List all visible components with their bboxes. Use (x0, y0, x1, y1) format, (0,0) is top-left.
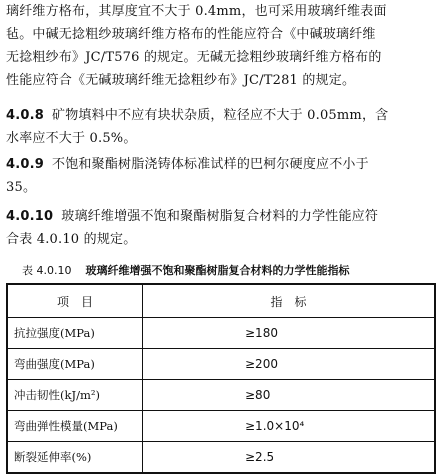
table-row (7, 380, 435, 411)
table-row (7, 349, 435, 380)
property-value: ≥2.5 (143, 442, 436, 474)
property-value: ≥180 (143, 318, 436, 349)
text-line: 毡。中碱无捻粗纱玻璃纤维方格布的性能应符合《中碱玻璃纤维 (6, 27, 376, 42)
property-value: ≥80 (143, 380, 436, 411)
text-line: 无捻粗纱布》JC/T576 的规定。无碱无捻粗纱玻璃纤维方格布的 (6, 50, 382, 65)
clause-number: 4.0.9 (6, 157, 45, 172)
text-line: 水率应不大于 0.5%。 (6, 131, 137, 146)
header-item: 项 目 (7, 284, 143, 318)
text-line: 不饱和聚酯树脂浇铸体标准试样的巴柯尔硬度应不小于 (52, 157, 369, 172)
property-value: ≥1.0×10⁴ (143, 411, 436, 442)
text-line: 性能应符合《无碱玻璃纤维无捻粗纱布》JC/T281 的规定。 (6, 73, 356, 88)
table-row (7, 442, 435, 474)
paragraph-4-0-7-continued (6, 0, 436, 92)
text-line: 璃纤维方格布，其厚度宜不大于 0.4mm，也可采用玻璃纤维表面 (6, 4, 387, 19)
property-name: 抗拉强度(MPa) (7, 318, 143, 349)
text-line: 玻璃纤维增强不饱和聚酯树脂复合材料的力学性能应符 (61, 209, 379, 224)
mechanical-properties-table (6, 283, 436, 474)
table-number: 表 4.0.10 (22, 264, 72, 277)
table-row (7, 411, 435, 442)
property-name: 冲击韧性(kJ/m²) (7, 380, 143, 411)
text-line: 合表 4.0.10 的规定。 (6, 232, 137, 247)
clause-number: 4.0.8 (6, 108, 45, 123)
property-value: ≥200 (143, 349, 436, 380)
table-title: 玻璃纤维增强不饱和聚酯树脂复合材料的力学性能指标 (85, 264, 350, 277)
table-header-row (7, 284, 435, 318)
paragraph-4-0-8 (6, 104, 436, 150)
property-name: 弯曲强度(MPa) (7, 349, 143, 380)
property-name: 断裂延伸率(%) (7, 442, 143, 474)
property-name: 弯曲弹性模量(MPa) (7, 411, 143, 442)
header-index: 指 标 (143, 284, 436, 318)
text-line: 矿物填料中不应有块状杂质，粒径应不大于 0.05mm，含 (52, 108, 389, 123)
table-caption (22, 262, 432, 278)
text-line: 35。 (6, 180, 37, 195)
table-row (7, 318, 435, 349)
clause-number: 4.0.10 (6, 209, 54, 224)
paragraph-4-0-10 (6, 205, 436, 251)
paragraph-4-0-9 (6, 153, 436, 199)
